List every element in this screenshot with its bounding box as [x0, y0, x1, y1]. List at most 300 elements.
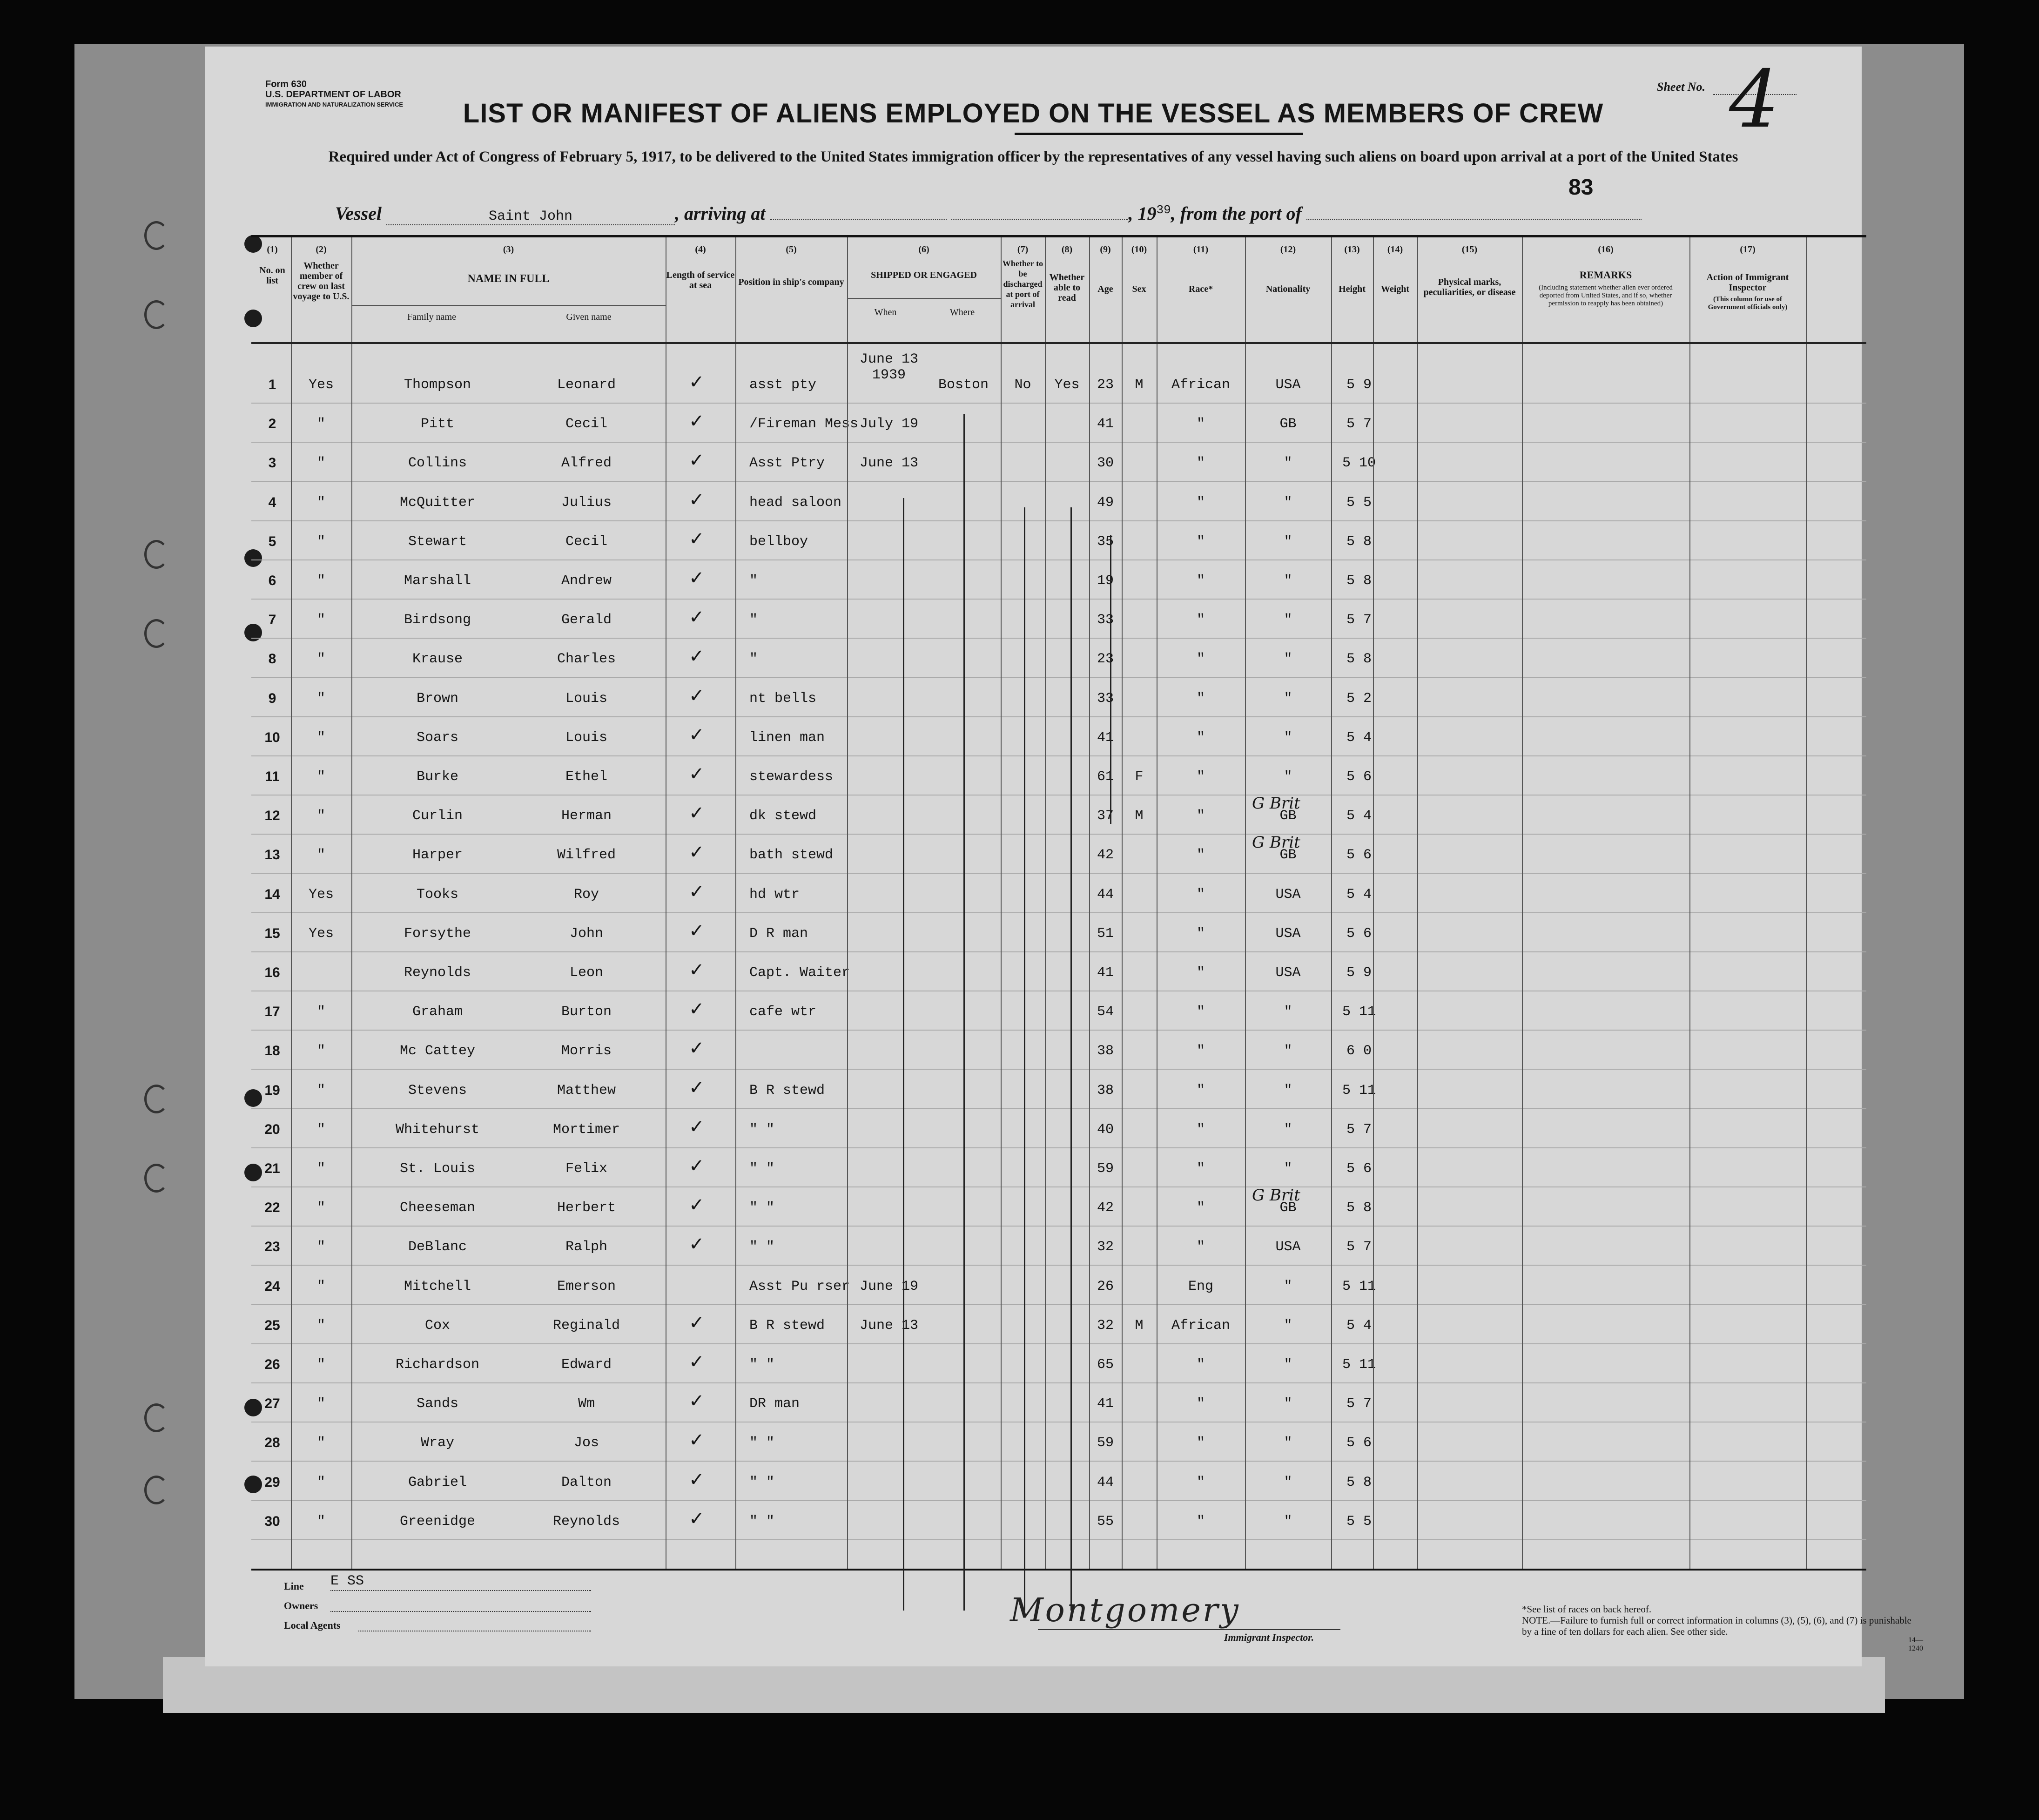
row-number: 22 [264, 1200, 280, 1216]
family-name: Stevens [408, 1082, 467, 1099]
position-value: D R man [749, 925, 808, 942]
row-number: 28 [264, 1435, 280, 1451]
length-of-service-check-icon: ✓ [689, 1038, 705, 1059]
row-number: 7 [268, 612, 276, 628]
given-name: Julius [561, 494, 612, 511]
length-of-service-check-icon: ✓ [689, 1429, 705, 1451]
last-voyage-value: " [316, 690, 325, 707]
row-number: 19 [264, 1082, 280, 1098]
given-name: Morris [561, 1043, 612, 1059]
age-value: 44 [1097, 886, 1114, 903]
ditto-stroke [1024, 507, 1025, 1611]
given-name: Wm [578, 1396, 595, 1412]
last-voyage-value: " [316, 729, 325, 746]
given-name: Matthew [557, 1082, 616, 1099]
age-value: 30 [1097, 455, 1114, 472]
race-value: " [1196, 1043, 1205, 1059]
from-port-value [1306, 219, 1642, 220]
position-value: " " [749, 1121, 775, 1138]
sex-value: M [1135, 377, 1144, 393]
row-number: 2 [268, 416, 276, 432]
last-voyage-value: " [316, 808, 325, 824]
nationality-value: " [1284, 1396, 1292, 1412]
shipped-when: June 13 1939 [859, 351, 919, 383]
last-voyage-value: " [316, 1513, 325, 1530]
year-prefix: , 19 [1128, 203, 1157, 224]
binder-ring-icon [144, 619, 168, 648]
race-value: " [1196, 1435, 1205, 1451]
row-rule [251, 1147, 1866, 1148]
nationality-value: " [1284, 1435, 1292, 1451]
position-value: bellboy [749, 533, 808, 550]
col-8-number: (8) [1061, 244, 1073, 255]
given-name: Alfred [561, 455, 612, 472]
age-value: 33 [1097, 612, 1114, 628]
sex-value: M [1135, 1317, 1144, 1334]
row-rule [251, 755, 1866, 756]
nationality-value: USA [1275, 925, 1301, 942]
col-12-header: Nationality [1265, 284, 1311, 294]
age-value: 55 [1097, 1513, 1114, 1530]
age-value: 42 [1097, 1200, 1114, 1216]
age-value: 49 [1097, 494, 1114, 511]
col-5-header: Position in ship's company [738, 277, 844, 287]
nationality-value: GB [1279, 1200, 1297, 1216]
last-voyage-value: " [316, 416, 325, 432]
family-name: Wray [420, 1435, 454, 1451]
length-of-service-check-icon: ✓ [689, 528, 705, 550]
local-agents-label: Local Agents [284, 1619, 341, 1631]
height-value: 5 8 [1346, 1474, 1372, 1490]
family-name: St. Louis [399, 1161, 476, 1177]
when-header: When [874, 307, 897, 317]
row-number: 3 [268, 455, 276, 471]
row-rule [251, 1030, 1866, 1031]
col-4-header: Length of service at sea [666, 270, 735, 290]
last-voyage-value: " [316, 1082, 325, 1099]
age-value: 51 [1097, 925, 1114, 942]
row-rule [251, 1226, 1866, 1227]
height-value: 5 7 [1346, 1396, 1372, 1412]
given-name: Gerald [561, 612, 612, 628]
age-value: 33 [1097, 690, 1114, 707]
row-number: 9 [268, 690, 276, 706]
length-of-service-check-icon: ✓ [689, 724, 705, 746]
last-voyage-value: " [316, 847, 325, 863]
position-value: " " [749, 1435, 775, 1451]
family-name: Curlin [412, 808, 463, 824]
given-name: Burton [561, 1004, 612, 1020]
column-divider [1689, 237, 1690, 1569]
height-value: 5 6 [1346, 847, 1372, 863]
form-department: U.S. DEPARTMENT OF LABOR [265, 89, 401, 100]
race-value: " [1196, 1200, 1205, 1216]
length-of-service-check-icon: ✓ [689, 567, 705, 589]
age-value: 59 [1097, 1435, 1114, 1451]
race-value: " [1196, 612, 1205, 628]
row-number: 25 [264, 1317, 280, 1333]
owners-value [330, 1594, 591, 1612]
nationality-value: " [1284, 494, 1292, 511]
shipped-when: June 13 [859, 1317, 919, 1334]
family-name: Greenidge [399, 1513, 476, 1530]
nationality-value: " [1284, 1513, 1292, 1530]
last-voyage-value: " [316, 494, 325, 511]
age-value: 41 [1097, 1396, 1114, 1412]
last-voyage-value: " [316, 573, 325, 589]
row-number: 17 [264, 1004, 280, 1020]
age-value: 37 [1097, 808, 1114, 824]
given-name: Charles [557, 651, 616, 667]
family-name: Cheeseman [399, 1200, 476, 1216]
height-value: 5 8 [1346, 533, 1372, 550]
length-of-service-check-icon: ✓ [689, 920, 705, 942]
row-rule [251, 677, 1866, 678]
height-value: 5 5 [1346, 494, 1372, 511]
family-name: Pitt [420, 416, 454, 432]
sex-value: F [1135, 769, 1144, 785]
family-name: Richardson [395, 1357, 480, 1373]
row-number: 27 [264, 1396, 280, 1412]
position-value: stewardess [749, 769, 834, 785]
shipped-when: June 19 [859, 1278, 919, 1294]
row-number: 12 [264, 808, 280, 824]
col-14-header: Weight [1380, 284, 1410, 294]
given-name: Reynolds [552, 1513, 620, 1530]
race-value: " [1196, 769, 1205, 785]
height-value: 5 11 [1342, 1357, 1376, 1373]
row-rule [251, 951, 1866, 952]
length-of-service-check-icon: ✓ [689, 802, 705, 824]
col-3-header: NAME IN FULL [467, 273, 550, 285]
last-voyage-value: " [316, 651, 325, 667]
height-value: 5 6 [1346, 1161, 1372, 1177]
last-voyage-value: Yes [308, 886, 334, 903]
family-name: Brown [416, 690, 458, 707]
given-name: Jos [573, 1435, 599, 1451]
last-voyage-value: " [316, 1161, 325, 1177]
given-name: Louis [565, 729, 607, 746]
length-of-service-check-icon: ✓ [689, 1508, 705, 1530]
row-number: 15 [264, 925, 280, 941]
height-value: 5 7 [1346, 1121, 1372, 1138]
last-voyage-value: " [316, 769, 325, 785]
race-value: " [1196, 1004, 1205, 1020]
row-number: 30 [264, 1513, 280, 1529]
document-title: LIST OR MANIFEST OF ALIENS EMPLOYED ON THE VESSEL AS MEMBERS OF CREW [463, 98, 1604, 128]
family-name: McQuitter [399, 494, 476, 511]
race-value: " [1196, 925, 1205, 942]
col-10-number: (10) [1131, 244, 1147, 255]
nationality-value: USA [1275, 886, 1301, 903]
row-rule [251, 716, 1866, 717]
age-value: 41 [1097, 729, 1114, 746]
age-value: 38 [1097, 1082, 1114, 1099]
binder-ring-icon [144, 1085, 168, 1113]
col-14-number: (14) [1387, 244, 1403, 255]
height-value: 5 6 [1346, 925, 1372, 942]
footnotes [1522, 1604, 1913, 1637]
row-rule [251, 1069, 1866, 1070]
manifest-code: 83 [1568, 175, 1594, 200]
family-name: Gabriel [408, 1474, 467, 1490]
nationality-value: " [1284, 690, 1292, 707]
col-16-number: (16) [1598, 244, 1614, 255]
last-voyage-value: " [316, 1239, 325, 1255]
column-divider [1122, 237, 1123, 1569]
given-name: Leonard [557, 377, 616, 393]
col-15-header: Physical marks, peculiarities, or disease [1423, 277, 1516, 297]
length-of-service-check-icon: ✓ [689, 685, 705, 707]
row-number: 13 [264, 847, 280, 863]
given-name: Mortimer [552, 1121, 620, 1138]
col-13-header: Height [1339, 284, 1366, 294]
sheet-no-value: 4 [1729, 54, 1780, 146]
height-value: 5 8 [1346, 651, 1372, 667]
age-value: 23 [1097, 651, 1114, 667]
column-divider [847, 237, 848, 1569]
last-voyage-value: " [316, 455, 325, 472]
age-value: 19 [1097, 573, 1114, 589]
position-value: head saloon [749, 494, 842, 511]
col-12-number: (12) [1280, 244, 1296, 255]
row-rule [251, 442, 1866, 443]
owners-label: Owners [284, 1600, 318, 1611]
inspector-label: Immigrant Inspector. [1224, 1631, 1314, 1643]
length-of-service-check-icon: ✓ [689, 1469, 705, 1490]
row-rule [251, 1265, 1866, 1266]
position-value: Asst Ptry [749, 455, 825, 472]
row-number: 4 [268, 494, 276, 510]
age-value: 38 [1097, 1043, 1114, 1059]
position-value: " " [749, 1474, 775, 1490]
last-voyage-value: " [316, 1396, 325, 1412]
discharged-value: No [1014, 377, 1031, 393]
family-name: Mitchell [404, 1278, 471, 1294]
given-name: Cecil [565, 533, 607, 550]
height-value: 5 5 [1346, 1513, 1372, 1530]
year-value: 39 [1156, 202, 1171, 217]
height-value: 5 2 [1346, 690, 1372, 707]
height-value: 5 6 [1346, 769, 1372, 785]
length-of-service-check-icon: ✓ [689, 1312, 705, 1334]
height-value: 5 6 [1346, 1435, 1372, 1451]
col-10-header: Sex [1132, 284, 1146, 294]
position-value: dk stewd [749, 808, 817, 824]
length-of-service-check-icon: ✓ [689, 881, 705, 903]
column-divider [1001, 237, 1002, 1569]
column-divider [1373, 237, 1374, 1569]
row-rule [251, 403, 1866, 404]
row-number: 24 [264, 1278, 280, 1294]
row-number: 20 [264, 1121, 280, 1137]
column-divider [291, 237, 292, 1569]
col-8-header: Whether able to read [1049, 272, 1085, 303]
nationality-value: " [1284, 1474, 1292, 1490]
family-name: Birdsong [404, 612, 471, 628]
nationality-value: GB [1279, 847, 1297, 863]
nationality-value: " [1284, 1278, 1292, 1294]
given-name: Ralph [565, 1239, 607, 1255]
nationality-value: " [1284, 1161, 1292, 1177]
family-name: Cox [424, 1317, 450, 1334]
last-voyage-value: " [316, 612, 325, 628]
row-rule [251, 1108, 1866, 1109]
length-of-service-check-icon: ✓ [689, 646, 705, 667]
position-value: bath stewd [749, 847, 834, 863]
last-voyage-value: " [316, 1317, 325, 1334]
nationality-value: GB [1279, 808, 1297, 824]
arriving-at-value [770, 219, 947, 220]
given-name: Cecil [565, 416, 607, 432]
title-underline [1015, 133, 1303, 135]
position-value: " " [749, 1200, 775, 1216]
nationality-value: USA [1275, 1239, 1301, 1255]
height-value: 5 4 [1346, 1317, 1372, 1334]
col-5-number: (5) [786, 244, 797, 255]
nationality-value: " [1284, 729, 1292, 746]
nationality-value: " [1284, 1357, 1292, 1373]
position-value: " [749, 651, 758, 667]
row-number: 1 [268, 377, 276, 392]
race-value: " [1196, 1082, 1205, 1099]
row-rule [251, 1461, 1866, 1462]
position-value: nt bells [749, 690, 817, 707]
position-value: " [749, 573, 758, 589]
race-value: " [1196, 573, 1205, 589]
last-voyage-value: " [316, 533, 325, 550]
family-name: Soars [416, 729, 458, 746]
shipped-when: June 13 [859, 455, 919, 472]
line-value: E SS [330, 1573, 591, 1591]
row-number: 6 [268, 573, 276, 588]
sheet-no-label: Sheet No. [1657, 80, 1705, 94]
form-service: IMMIGRATION AND NATURALIZATION SERVICE [265, 101, 404, 108]
height-value: 5 11 [1342, 1004, 1376, 1020]
column-divider [1806, 237, 1807, 1569]
row-number: 8 [268, 651, 276, 667]
position-value: Asst Pu rser [749, 1278, 850, 1294]
height-value: 5 4 [1346, 886, 1372, 903]
age-value: 23 [1097, 377, 1114, 393]
row-number: 10 [264, 729, 280, 745]
family-name: Reynolds [404, 965, 471, 981]
col-16-header: REMARKS [1579, 269, 1632, 281]
ditto-stroke [903, 498, 904, 1611]
nationality-value: " [1284, 455, 1292, 472]
binder-ring-icon [144, 221, 168, 250]
given-name: Reginald [552, 1317, 620, 1334]
given-name: Emerson [557, 1278, 616, 1294]
header-subdivider [847, 298, 1001, 299]
from-port-label: , from the port of [1171, 203, 1302, 224]
row-rule [251, 1343, 1866, 1344]
race-value: " [1196, 886, 1205, 903]
handwritten-nationality-annotation: G Brit [1252, 794, 1300, 813]
given-name: Ethel [565, 769, 607, 785]
length-of-service-check-icon: ✓ [689, 998, 705, 1020]
position-value: " " [749, 1239, 775, 1255]
ditto-stroke [1070, 507, 1072, 1611]
position-value: B R stewd [749, 1082, 825, 1099]
col-1-header: No. on list [259, 265, 285, 286]
last-voyage-value: Yes [308, 377, 334, 393]
row-rule [251, 834, 1866, 835]
position-value: " " [749, 1161, 775, 1177]
row-number: 5 [268, 533, 276, 549]
col-16-subheader: (Including statement whether alien ever ordered deported from United States, and if so, whether permission to reapply has been obtained) [1539, 284, 1673, 307]
row-rule [251, 1186, 1866, 1187]
binder-ring-icon [144, 1476, 168, 1504]
position-value: Capt. Waiter [749, 965, 850, 981]
family-name: Marshall [404, 573, 471, 589]
race-value: " [1196, 729, 1205, 746]
race-value: African [1171, 377, 1231, 393]
column-divider [1089, 237, 1090, 1569]
age-value: 41 [1097, 965, 1114, 981]
penalty-note: NOTE.—Failure to furnish full or correct information in columns (3), (5), (6), and (7) is punishable by a fine of ten dollars for each alien. See other side. [1522, 1615, 1911, 1637]
length-of-service-check-icon: ✓ [689, 371, 705, 393]
row-number: 16 [264, 965, 280, 980]
last-voyage-value: " [316, 1278, 325, 1294]
race-value: " [1196, 533, 1205, 550]
ditto-stroke [963, 414, 965, 1611]
row-rule [251, 1500, 1866, 1501]
height-value: 5 10 [1342, 455, 1376, 472]
length-of-service-check-icon: ✓ [689, 489, 705, 511]
nationality-value: USA [1275, 377, 1301, 393]
age-value: 54 [1097, 1004, 1114, 1020]
col-17-header: Action of Immigrant Inspector [1706, 272, 1789, 293]
race-value: " [1196, 455, 1205, 472]
height-value: 5 9 [1346, 377, 1372, 393]
length-of-service-check-icon: ✓ [689, 842, 705, 863]
row-number: 29 [264, 1474, 280, 1490]
binder-ring-icon [144, 1164, 168, 1193]
position-value: " " [749, 1357, 775, 1373]
age-value: 40 [1097, 1121, 1114, 1138]
row-number: 21 [264, 1161, 280, 1176]
row-rule [251, 1539, 1866, 1540]
last-voyage-value: Yes [308, 925, 334, 942]
binder-ring-icon [144, 300, 168, 329]
form-number: Form 630 [265, 79, 307, 89]
col-13-number: (13) [1344, 244, 1360, 255]
nationality-value: " [1284, 769, 1292, 785]
position-value: B R stewd [749, 1317, 825, 1334]
age-value: 32 [1097, 1239, 1114, 1255]
row-rule [251, 912, 1866, 913]
col-17-number: (17) [1740, 244, 1756, 255]
position-value: " [749, 612, 758, 628]
column-divider [1045, 237, 1046, 1569]
family-name: Sands [416, 1396, 458, 1412]
handwritten-nationality-annotation: G Brit [1252, 833, 1300, 852]
given-name-header: Given name [566, 312, 612, 322]
race-value: " [1196, 416, 1205, 432]
race-value: African [1171, 1317, 1231, 1334]
given-name: Felix [565, 1161, 607, 1177]
height-value: 5 8 [1346, 1200, 1372, 1216]
manifest-page [205, 47, 1923, 1666]
signature-line [1038, 1629, 1340, 1630]
sex-value: M [1135, 808, 1144, 824]
length-of-service-check-icon: ✓ [689, 1234, 705, 1255]
given-name: Leon [569, 965, 603, 981]
length-of-service-check-icon: ✓ [689, 450, 705, 472]
height-value: 5 11 [1342, 1278, 1376, 1294]
length-of-service-check-icon: ✓ [689, 1351, 705, 1373]
